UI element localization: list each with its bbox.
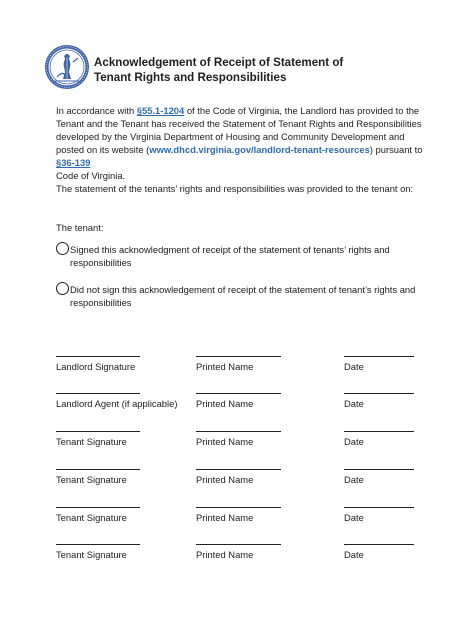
signature-row <box>0 507 474 531</box>
option-signed-label: Signed this acknowledgment of receipt of the statement of tenants’ rights and responsibilities <box>70 244 390 268</box>
printed-name-label: Printed Name <box>196 474 254 485</box>
signature-label: Tenant Signature <box>56 512 127 523</box>
date-label: Date <box>344 398 364 409</box>
intro-text-4: Code of Virginia. <box>56 170 126 181</box>
printed-name-line[interactable] <box>196 356 281 357</box>
date-label: Date <box>344 474 364 485</box>
code-section-link-36-139[interactable]: §36-139 <box>56 157 91 168</box>
date-label: Date <box>344 436 364 447</box>
signature-row <box>0 431 474 455</box>
signature-label: Tenant Signature <box>56 436 127 447</box>
printed-name-line[interactable] <box>196 431 281 432</box>
statement-provided-text: The statement of the tenants’ rights and responsibilities was provided to the tenant on: <box>56 183 414 194</box>
printed-name-label: Printed Name <box>196 549 254 560</box>
printed-name-label: Printed Name <box>196 512 254 523</box>
date-line[interactable] <box>344 356 414 357</box>
signature-row <box>0 544 474 568</box>
signature-line[interactable] <box>56 544 140 545</box>
printed-name-line[interactable] <box>196 393 281 394</box>
signature-label: Tenant Signature <box>56 549 127 560</box>
signature-row <box>0 393 474 417</box>
signature-line[interactable] <box>56 393 140 394</box>
intro-text-2: of the Code of Virginia, the Landlord has provided to the Tenant and the Tenant has received the Statement of Tenant Rights and Responsibilities developed by the Virginia Department of Housing and Community Development and posted on its website ( <box>56 105 422 155</box>
signature-row <box>0 356 474 380</box>
date-line[interactable] <box>344 469 414 470</box>
code-section-link-55-1-1204[interactable]: §55.1-1204 <box>136 105 185 116</box>
signature-line[interactable] <box>56 507 140 508</box>
date-line[interactable] <box>344 507 414 508</box>
title-line-1: Acknowledgement of Receipt of Statement of <box>94 56 344 69</box>
dhcd-website-link[interactable]: www.dhcd.virginia.gov/landlord-tenant-resources <box>149 144 370 155</box>
signature-line[interactable] <box>56 431 140 432</box>
date-label: Date <box>344 361 364 372</box>
intro-paragraph <box>56 104 426 182</box>
signature-line[interactable] <box>56 469 140 470</box>
virginia-seal-icon <box>44 44 90 90</box>
intro-text-1: In accordance with <box>56 105 137 116</box>
tenant-label: The tenant: <box>56 222 104 233</box>
signature-row <box>0 469 474 493</box>
document-title <box>94 55 343 85</box>
printed-name-line[interactable] <box>196 469 281 470</box>
date-line[interactable] <box>344 544 414 545</box>
signature-label: Landlord Signature <box>56 361 136 372</box>
date-label: Date <box>344 512 364 523</box>
date-label: Date <box>344 549 364 560</box>
title-line-2: Tenant Rights and Responsibilities <box>94 71 287 84</box>
signature-label: Landlord Agent (if applicable) <box>56 398 178 409</box>
date-line[interactable] <box>344 393 414 394</box>
printed-name-label: Printed Name <box>196 436 254 447</box>
option-did-not-sign-label: Did not sign this acknowledgement of receipt of the statement of tenant’s rights and responsibilities <box>70 284 416 308</box>
signature-line[interactable] <box>56 356 140 357</box>
intro-text-3: ) pursuant to <box>369 144 423 155</box>
radio-circle-icon[interactable] <box>56 242 69 255</box>
signature-label: Tenant Signature <box>56 474 127 485</box>
printed-name-label: Printed Name <box>196 361 254 372</box>
printed-name-line[interactable] <box>196 544 281 545</box>
printed-name-line[interactable] <box>196 507 281 508</box>
radio-circle-icon[interactable] <box>56 282 69 295</box>
printed-name-label: Printed Name <box>196 398 254 409</box>
date-line[interactable] <box>344 431 414 432</box>
